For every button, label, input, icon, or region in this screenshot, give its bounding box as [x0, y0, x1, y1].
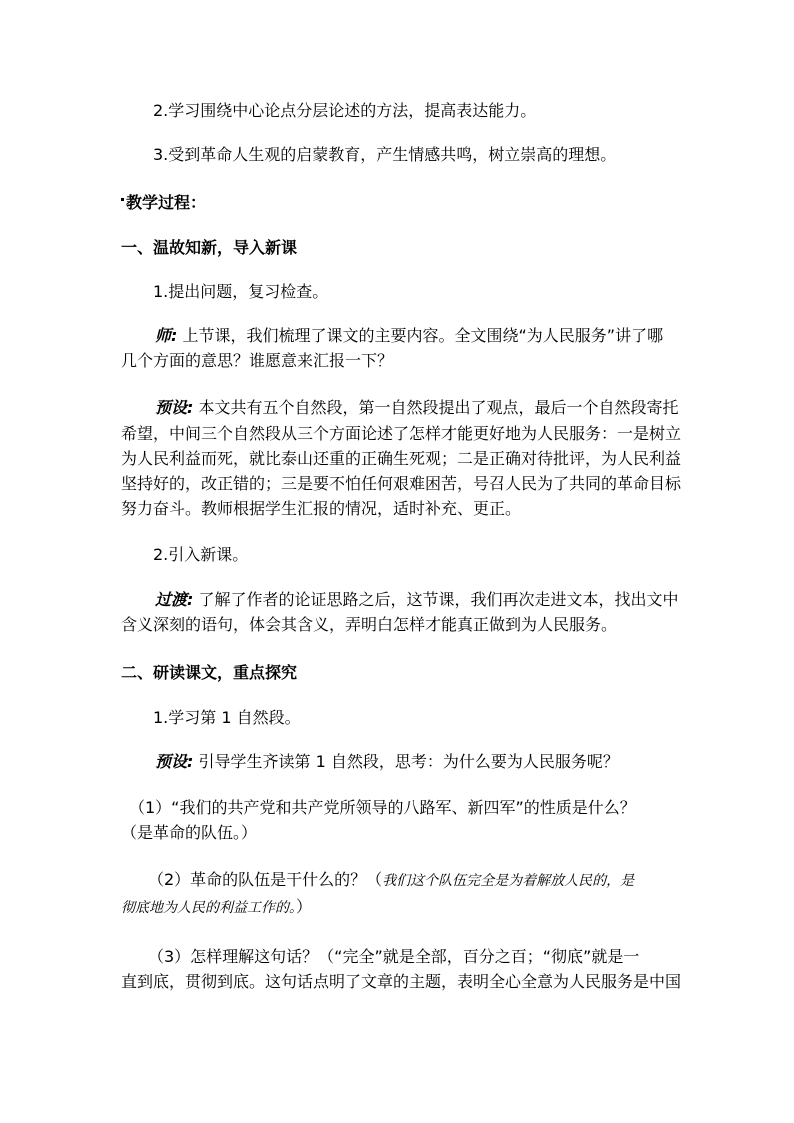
preset-paragraph-line-5: 努力奋斗。教师根据学生汇报的情况，适时补充、更正。: [121, 499, 522, 518]
preset-label: 预设:: [155, 398, 194, 417]
question-2-line-2: [121, 897, 677, 918]
question-3-line-1: （3）怎样理解这句话？（“完全”就是全部，百分之百；“彻底”就是一: [148, 947, 640, 966]
process-heading: [121, 193, 681, 213]
question-1-line-1: （1）“我们的共产党和共产党所领导的八路军、新四军”的性质是什么？: [129, 798, 636, 817]
question-2-prefix: （2）革命的队伍是干什么的？（: [148, 870, 383, 889]
transition-label: 过渡:: [155, 590, 194, 609]
section-1-step-1: 1.提出问题，复习检查。: [153, 282, 329, 301]
question-1-line-2: （是革命的队伍。）: [121, 823, 258, 842]
preset-paragraph-line-3: 为人民利益而死，就比泰山还重的正确生死观；二是正确对待批评，为人民利益: [121, 449, 682, 468]
question-3-line-2: 直到底，贯彻到底。这句话点明了文章的主题，表明全心全意为人民服务是中国: [121, 972, 682, 991]
bullet-square-icon: [121, 198, 124, 201]
section-2-preset: [155, 752, 715, 772]
question-2-answer-part-2: 彻底地为人民的利益工作的。: [121, 900, 296, 916]
section-1-step-2: 2.引入新课。: [153, 545, 249, 564]
preset-paragraph-line-2: 希望，中间三个自然段从三个方面论述了怎样才能更好地为人民服务：一是树立: [121, 424, 682, 443]
section-2-preset-text: 引导学生齐读第 1 自然段，思考：为什么要为人民服务呢？: [193, 752, 619, 771]
preset-paragraph-line-1: [155, 398, 715, 418]
question-2-line-1: [148, 870, 708, 891]
teacher-label: 师:: [155, 326, 178, 345]
section-2-heading: 二、研读课文，重点探究: [121, 663, 298, 682]
section-2-step-1: 1.学习第 1 自然段。: [153, 708, 301, 727]
process-heading-text: 教学过程：: [126, 193, 207, 212]
preset-paragraph-line-4: 坚持好的，改正错的；三是要不怕任何艰难困苦，号召人民为了共同的革命目标: [121, 474, 682, 493]
objective-item-3: 3.受到革命人生观的启蒙教育，产生情感共鸣，树立崇高的理想。: [153, 145, 617, 164]
transition-text-1: 了解了作者的论证思路之后，这节课，我们再次走进文本，找出文中: [193, 590, 679, 609]
teacher-text-1: 上节课，我们梳理了课文的主要内容。全文围绕“为人民服务”讲了哪: [177, 326, 664, 345]
teacher-paragraph-line-1: [155, 326, 715, 346]
question-2-suffix: ）: [296, 897, 313, 916]
objective-item-2: 2.学习围绕中心论点分层论述的方法，提高表达能力。: [153, 101, 537, 120]
section-2-preset-label: 预设:: [155, 752, 194, 771]
transition-paragraph-line-1: [155, 590, 715, 610]
section-1-heading: 一、温故知新，导入新课: [121, 238, 298, 257]
preset-text-1: 本文共有五个自然段，第一自然段提出了观点，最后一个自然段寄托: [193, 398, 679, 417]
teacher-paragraph-line-2: 几个方面的意思？谁愿意来汇报一下？: [121, 351, 394, 370]
question-2-answer-part-1: 我们这个队伍完全是为着解放人民的，是: [382, 873, 635, 889]
transition-paragraph-line-2: 含义深刻的语句，体会其含义，弄明白怎样才能真正做到为人民服务。: [121, 615, 618, 634]
